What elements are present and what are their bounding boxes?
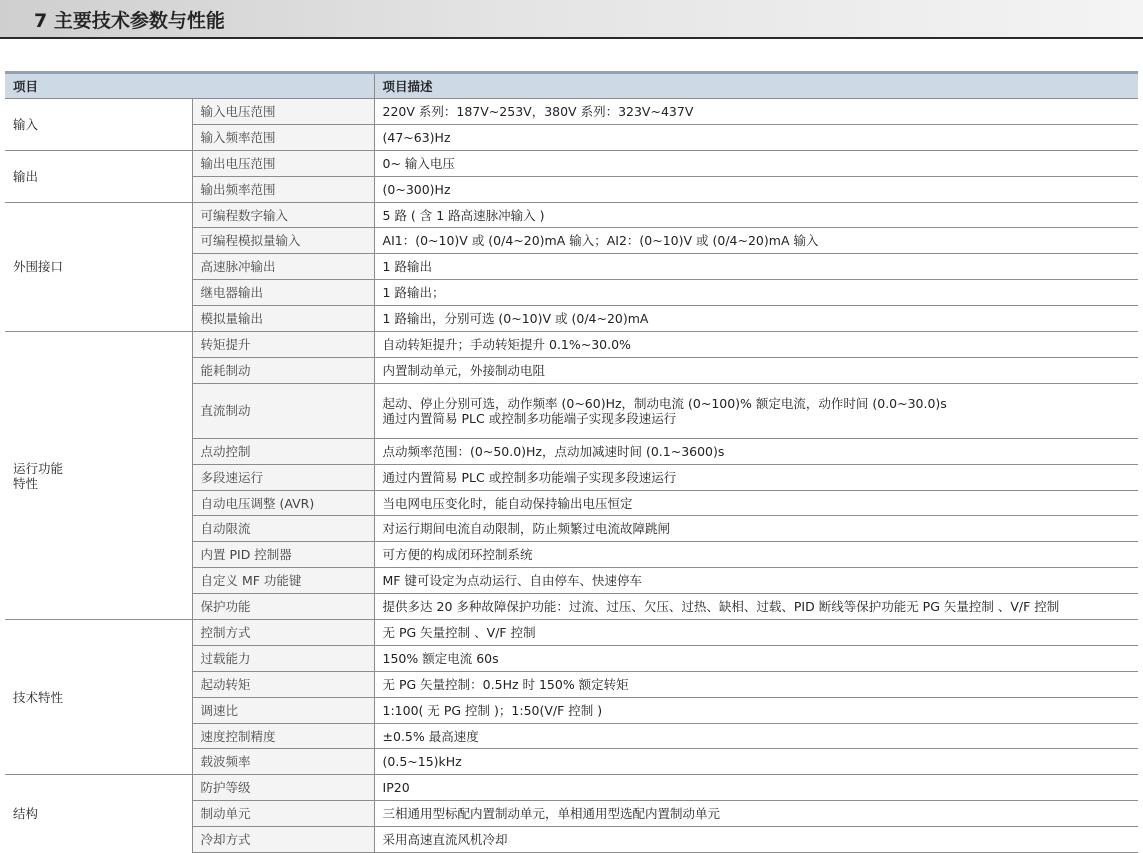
item-label: 输出电压范围 <box>192 150 374 176</box>
item-description <box>374 697 1138 723</box>
group-label-text: 运行功能 <box>13 460 64 476</box>
header-item: 项目 <box>5 73 374 99</box>
group-label-text: 特性 <box>13 475 39 491</box>
group-label <box>5 620 192 775</box>
item-label: 可编程数字输入 <box>192 202 374 228</box>
group-label <box>5 99 192 151</box>
description-line: 1:100( 无 PG 控制 )；1:50(V/F 控制 ) <box>382 702 603 718</box>
item-description <box>374 254 1138 280</box>
description-line: 220V 系列：187V~253V，380V 系列：323V~437V <box>382 103 694 119</box>
item-description <box>374 228 1138 254</box>
item-description <box>374 542 1138 568</box>
item-label: 保护功能 <box>192 594 374 620</box>
description-line: IP20 <box>382 780 410 796</box>
table-row <box>5 150 1138 176</box>
item-label: 冷却方式 <box>192 827 374 853</box>
description-line: 自动转矩提升；手动转矩提升 0.1%~30.0% <box>382 336 631 352</box>
item-description <box>374 280 1138 306</box>
description-line: 1 路输出； <box>382 285 445 301</box>
group-label-text: 结构 <box>13 806 39 822</box>
table-row <box>5 202 1138 228</box>
item-label: 自动电压调整 (AVR) <box>192 490 374 516</box>
item-description <box>374 202 1138 228</box>
item-label: 可编程模拟量输入 <box>192 228 374 254</box>
group-label-text: 输出 <box>13 168 39 184</box>
item-description <box>374 749 1138 775</box>
item-label: 输入电压范围 <box>192 99 374 125</box>
group-label <box>5 332 192 620</box>
item-label: 继电器输出 <box>192 280 374 306</box>
item-label: 点动控制 <box>192 438 374 464</box>
item-label: 自动限流 <box>192 516 374 542</box>
item-description <box>374 516 1138 542</box>
description-line: 通过内置简易 PLC 或控制多功能端子实现多段速运行 <box>382 469 677 485</box>
description-line: 1 路输出 <box>382 259 432 275</box>
item-description <box>374 99 1138 125</box>
group-label-text: 外围接口 <box>13 259 64 275</box>
item-label: 转矩提升 <box>192 332 374 358</box>
description-line: 内置制动单元，外接制动电阻 <box>382 362 546 378</box>
item-description <box>374 775 1138 801</box>
description-line: (0.5~15)kHz <box>382 754 462 770</box>
table-row <box>5 332 1138 358</box>
table-row <box>5 775 1138 801</box>
item-label: 制动单元 <box>192 801 374 827</box>
item-label: 调速比 <box>192 697 374 723</box>
item-label: 自定义 MF 功能键 <box>192 568 374 594</box>
spec-table <box>5 71 1138 853</box>
item-label: 起动转矩 <box>192 671 374 697</box>
item-description <box>374 594 1138 620</box>
description-line: 可方便的构成闭环控制系统 <box>382 547 533 563</box>
item-description <box>374 306 1138 332</box>
description-line: 通过内置简易 PLC 或控制多功能端子实现多段速运行 <box>382 410 677 426</box>
item-description <box>374 464 1138 490</box>
header-desc: 项目描述 <box>374 73 1138 99</box>
group-label <box>5 150 192 202</box>
item-label: 模拟量输出 <box>192 306 374 332</box>
item-description <box>374 671 1138 697</box>
item-description <box>374 723 1138 749</box>
item-description <box>374 801 1138 827</box>
description-line: ±0.5% 最高速度 <box>382 728 479 744</box>
item-description <box>374 568 1138 594</box>
description-line: MF 键可设定为点动运行、自由停车、快速停车 <box>382 573 642 589</box>
item-description <box>374 645 1138 671</box>
group-label-text: 技术特性 <box>13 689 64 705</box>
description-line: 0~ 输入电压 <box>382 155 455 171</box>
item-label: 多段速运行 <box>192 464 374 490</box>
description-line: 点动频率范围：(0~50.0)Hz，点动加减速时间 (0.1~3600)s <box>382 443 725 459</box>
description-line: 当电网电压变化时，能自动保持输出电压恒定 <box>382 495 633 511</box>
description-line: 5 路 ( 含 1 路高速脉冲输入 ) <box>382 207 545 223</box>
item-description <box>374 827 1138 853</box>
item-description <box>374 124 1138 150</box>
item-description <box>374 490 1138 516</box>
item-label: 高速脉冲输出 <box>192 254 374 280</box>
item-description <box>374 357 1138 383</box>
description-line: 三相通用型标配内置制动单元，单相通用型选配内置制动单元 <box>382 806 721 822</box>
item-description <box>374 438 1138 464</box>
description-line: 对运行期间电流自动限制，防止频繁过电流故障跳闸 <box>382 521 671 537</box>
item-label: 速度控制精度 <box>192 723 374 749</box>
table-header-row <box>5 73 1138 99</box>
item-label: 防护等级 <box>192 775 374 801</box>
item-label: 能耗制动 <box>192 357 374 383</box>
section-title: 7 主要技术参数与性能 <box>34 10 225 32</box>
item-label: 控制方式 <box>192 620 374 646</box>
item-label: 过载能力 <box>192 645 374 671</box>
description-line: (0~300)Hz <box>382 181 451 197</box>
description-line: 无 PG 矢量控制：0.5Hz 时 150% 额定转矩 <box>382 676 629 692</box>
group-label <box>5 775 192 853</box>
description-line: 提供多达 20 多种故障保护功能：过流、过压、欠压、过热、缺相、过载、PID 断线等保护功能无 PG 矢量控制 、V/F 控制 <box>382 599 1060 615</box>
table-row <box>5 99 1138 125</box>
group-label-text: 输入 <box>13 116 39 132</box>
item-description <box>374 332 1138 358</box>
item-label: 直流制动 <box>192 383 374 438</box>
section-header <box>0 0 1143 39</box>
item-description <box>374 383 1138 438</box>
item-description <box>374 620 1138 646</box>
description-line: 采用高速直流风机冷却 <box>382 832 508 848</box>
description-line: (47~63)Hz <box>382 129 451 145</box>
item-label: 输入频率范围 <box>192 124 374 150</box>
spec-table-body <box>5 99 1138 853</box>
item-description <box>374 150 1138 176</box>
table-row <box>5 620 1138 646</box>
description-line: AI1：(0~10)V 或 (0/4~20)mA 输入；AI2：(0~10)V 或 (0/4~20)mA 输入 <box>382 233 819 249</box>
description-line: 无 PG 矢量控制 、V/F 控制 <box>382 624 536 640</box>
item-description <box>374 176 1138 202</box>
item-label: 内置 PID 控制器 <box>192 542 374 568</box>
item-label: 输出频率范围 <box>192 176 374 202</box>
description-line: 1 路输出，分别可选 (0~10)V 或 (0/4~20)mA <box>382 311 649 327</box>
description-line: 150% 额定电流 60s <box>382 650 499 666</box>
description-line: 起动、停止分别可选，动作频率 (0~60)Hz，制动电流 (0~100)% 额定电流，动作时间 (0.0~30.0)s <box>382 395 947 411</box>
group-label <box>5 202 192 331</box>
item-label: 载波频率 <box>192 749 374 775</box>
